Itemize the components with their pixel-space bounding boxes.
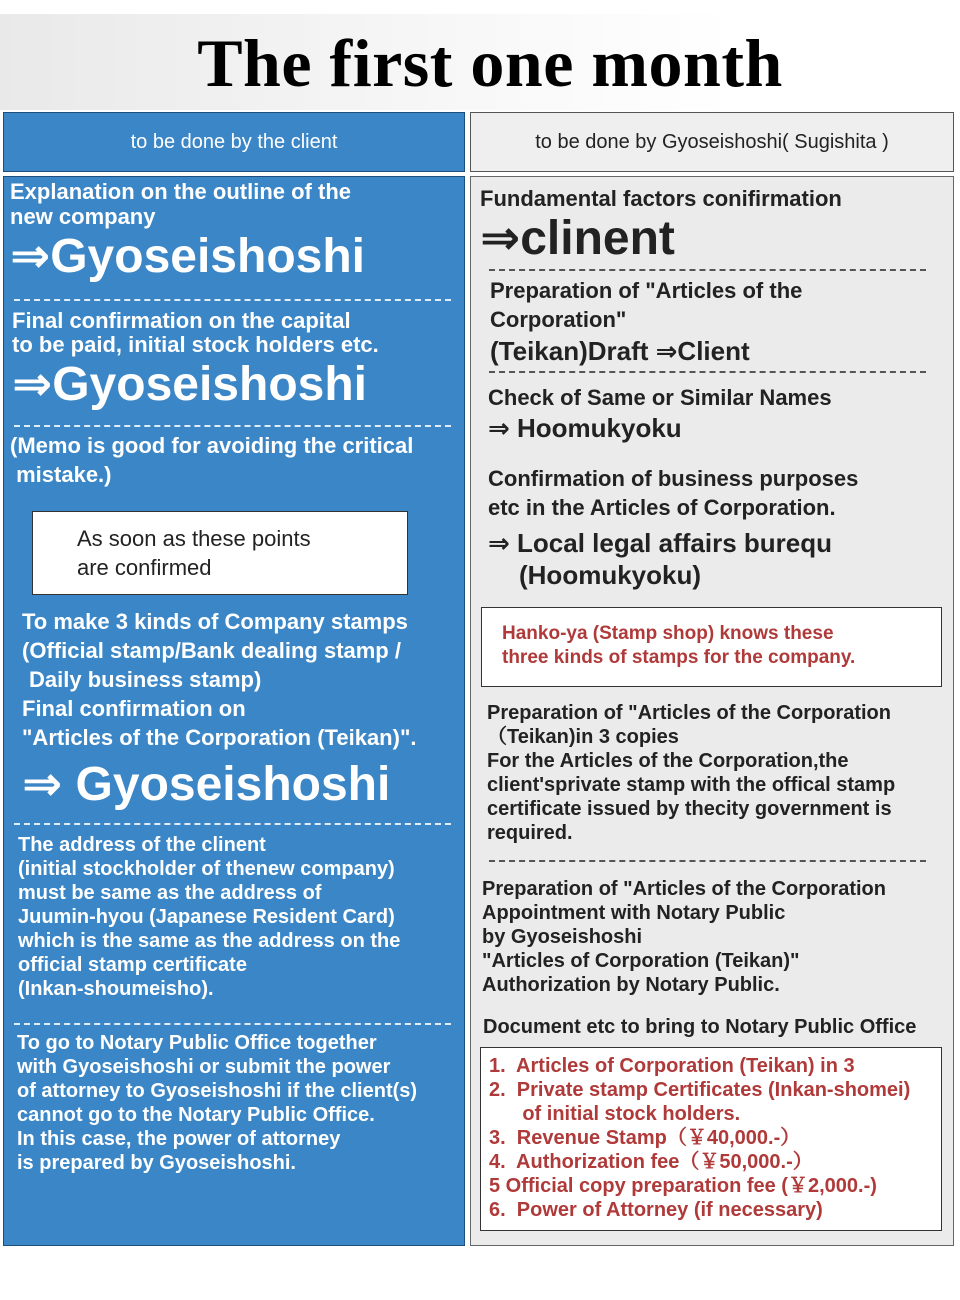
document-list-item: 2. Private stamp Certificates (Inkan-shomei) <box>489 1079 911 1101</box>
right-header-label: to be done by Gyoseishoshi( Sugishita ) <box>535 130 889 153</box>
document-list-item: 4. Authorization fee（￥50,000.-） <box>489 1151 813 1173</box>
text-line: Appointment with Notary Public <box>482 902 786 924</box>
text-line: Preparation of "Articles of the Corporation <box>482 878 886 900</box>
page-title: The first one month <box>197 25 783 101</box>
text-line: certificate issued by thecity government is <box>487 798 892 820</box>
text-line: (initial stockholder of thenew company) <box>18 858 395 880</box>
text-line: must be same as the address of <box>18 882 322 904</box>
text-line: To go to Notary Public Office together <box>17 1032 377 1054</box>
text-line: Juumin-hyou (Japanese Resident Card) <box>18 906 395 928</box>
notary-appointment-section <box>482 877 886 997</box>
document-list-item: 3. Revenue Stamp（￥40,000.-） <box>489 1127 801 1149</box>
text-line: is prepared by Gyoseishoshi. <box>17 1152 296 1174</box>
text-line: (Inkan-shoumeisho). <box>18 978 214 1000</box>
text-line: Authorization by Notary Public. <box>482 974 780 996</box>
section-text: to be paid, initial stock holders etc. <box>12 332 379 357</box>
section-text: Final confirmation on <box>22 696 246 721</box>
right-column-header <box>470 112 954 172</box>
section-text: Check of Same or Similar Names <box>488 385 832 410</box>
text-line: official stamp certificate <box>18 954 247 976</box>
text-line: client'sprivate stamp with the offical stamp <box>487 774 896 796</box>
dashed-divider <box>14 425 451 427</box>
hanko-ya-callout-box <box>481 607 942 687</box>
documents-list <box>489 1054 910 1222</box>
text-line: Preparation of "Articles of the Corporation <box>487 702 891 724</box>
section-text: Confirmation of business purposes <box>488 466 859 491</box>
left-header-label: to be done by the client <box>130 130 338 153</box>
section-text: "Articles of the Corporation (Teikan)". <box>22 725 417 750</box>
section-text: ⇒ Hoomukyoku <box>488 413 682 443</box>
text-line: by Gyoseishoshi <box>482 926 643 948</box>
text-line: required. <box>487 822 573 844</box>
text-line: For the Articles of the Corporation,the <box>487 750 849 772</box>
section-text: (Hoomukyoku) <box>519 560 701 590</box>
articles-copies-section <box>487 701 895 845</box>
document-list-item: of initial stock holders. <box>489 1103 741 1125</box>
section-text: Preparation of "Articles of the <box>490 278 803 303</box>
left-column-header <box>3 112 465 172</box>
section-text: Daily business stamp) <box>29 667 262 692</box>
document-list-item: 5 Official copy preparation fee (￥2,000.-) <box>489 1175 877 1197</box>
section-text: etc in the Articles of Corporation. <box>488 495 836 520</box>
section-text: new company <box>10 204 156 229</box>
arrow-gyoseishoshi-label: ⇒Gyoseishoshi <box>12 358 367 411</box>
gyoseishoshi-column <box>470 176 954 1246</box>
dashed-divider <box>489 860 926 862</box>
section-text: (Official stamp/Bank dealing stamp / <box>22 638 401 663</box>
text-line: "Articles of Corporation (Teikan)" <box>482 950 800 972</box>
section-text: Corporation" <box>490 307 627 332</box>
dashed-divider <box>489 371 926 373</box>
text-line: with Gyoseishoshi or submit the power <box>17 1056 391 1078</box>
dashed-divider <box>489 269 926 271</box>
section-text: mistake.) <box>10 462 112 487</box>
dashed-divider <box>14 1023 451 1025</box>
section-text: (Memo is good for avoiding the critical <box>10 433 414 458</box>
callout-text: three kinds of stamps for the company. <box>502 647 856 668</box>
section-text: To make 3 kinds of Company stamps <box>22 609 408 634</box>
callout-text: As soon as these points <box>77 526 311 551</box>
documents-heading: Document etc to bring to Notary Public Office <box>483 1016 917 1038</box>
document-list-item: 6. Power of Attorney (if necessary) <box>489 1199 823 1221</box>
text-line: cannot go to the Notary Public Office. <box>17 1104 375 1126</box>
confirmed-callout-box <box>32 511 408 595</box>
document-list-item: 1. Articles of Corporation (Teikan) in 3 <box>489 1055 855 1077</box>
address-requirement-section <box>18 833 400 1001</box>
text-line: （Teikan)in 3 copies <box>487 726 679 748</box>
dashed-divider <box>14 299 451 301</box>
section-text: Final confirmation on the capital <box>12 308 351 333</box>
section-text: Explanation on the outline of the <box>10 179 351 204</box>
text-line: The address of the clinent <box>18 834 266 856</box>
text-line: which is the same as the address on the <box>18 930 401 952</box>
documents-list-box <box>480 1047 942 1231</box>
section-text: Fundamental factors conifirmation <box>480 186 842 211</box>
arrow-gyoseishoshi-label: ⇒Gyoseishoshi <box>10 230 365 283</box>
arrow-client-label: ⇒clinent <box>480 212 675 265</box>
text-line: of attorney to Gyoseishoshi if the client(s) <box>17 1080 418 1102</box>
notary-office-section <box>17 1031 417 1175</box>
section-text: (Teikan)Draft ⇒Client <box>490 336 750 366</box>
arrow-gyoseishoshi-label: ⇒ Gyoseishoshi <box>22 758 391 811</box>
client-column <box>3 176 465 1246</box>
callout-text: Hanko-ya (Stamp shop) knows these <box>502 623 834 644</box>
callout-text: are confirmed <box>77 555 212 580</box>
text-line: In this case, the power of attorney <box>17 1128 341 1150</box>
section-text: ⇒ Local legal affairs burequ <box>488 528 832 558</box>
dashed-divider <box>14 823 451 825</box>
